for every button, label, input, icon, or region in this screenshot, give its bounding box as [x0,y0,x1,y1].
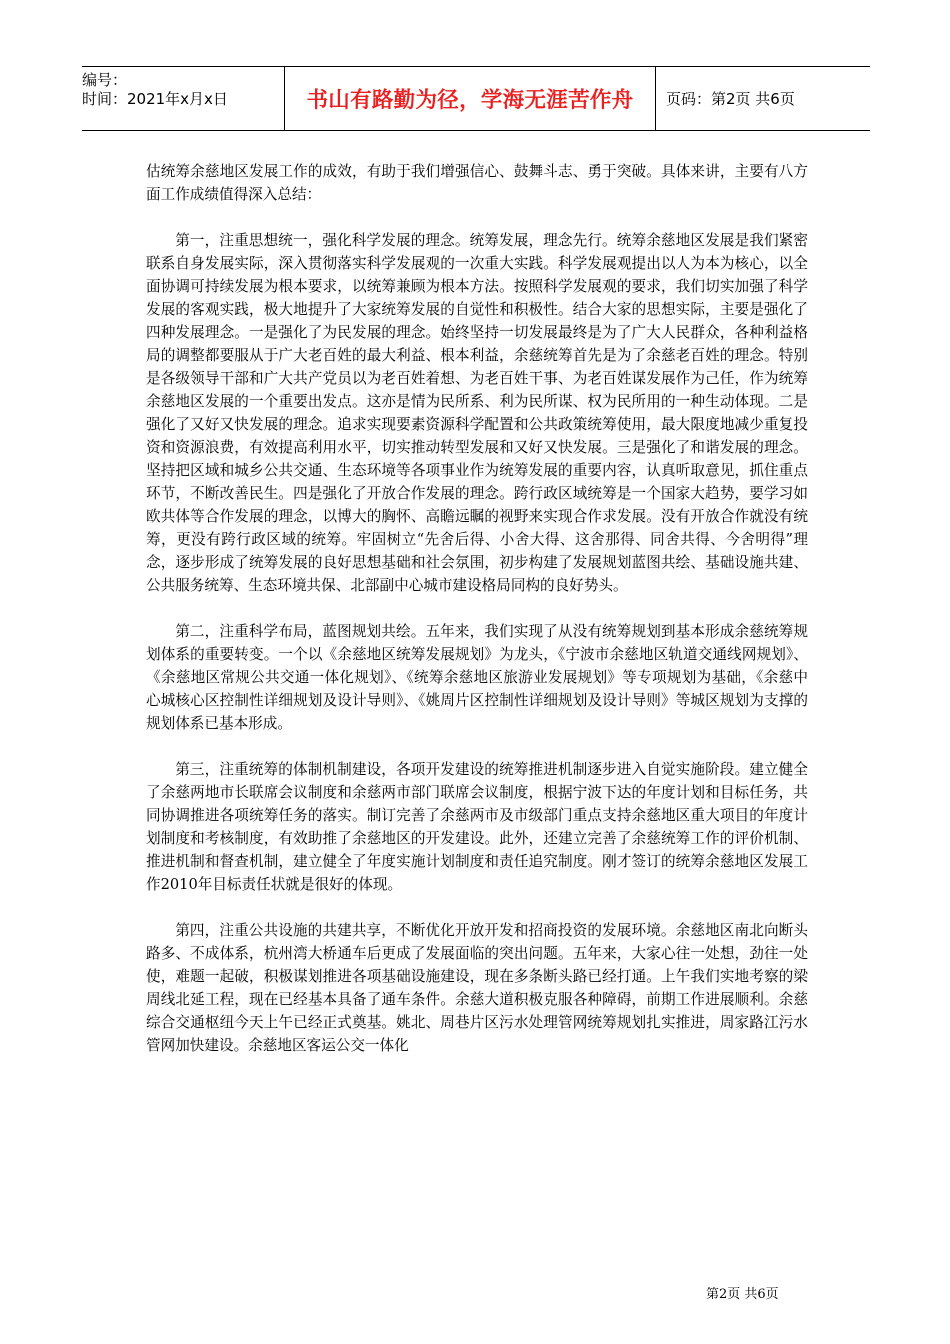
header-page-number: 页码：第2页 共6页 [666,90,795,108]
paragraph-third-point: 第三，注重统筹的体制机制建设，各项开发建设的统筹推进机制逐步进入自觉实施阶段。建立健全了余慈两地市长联席会议制度和余慈两市部门联席会议制度，根据宁波下达的年度计划和目标任务，共同协调推进各项统筹任务的落实。制订完善了余慈两市及市级部门重点支持余慈地区重大项目的年度计划制度和考核制度，有效助推了余慈地区的开发建设。此外，还建立完善了余慈统筹工作的评价机制、推进机制和督查机制，建立健全了年度实施计划制度和责任追究制度。刚才签订的统筹余慈地区发展工作2010年目标责任状就是很好的体现。 [146,761,808,893]
document-date-label: 时间：2021年x月x日 [82,90,228,108]
header-motto: 书山有路勤为径，学海无涯苦作舟 [284,67,656,130]
page-header [82,66,870,131]
document-number-label: 编号： [82,71,128,89]
paragraph-second-point: 第二，注重科学布局，蓝图规划共绘。五年来，我们实现了从没有统筹规划到基本形成余慈统筹规划体系的重要转变。一个以《余慈地区统筹发展规划》为龙头，《宁波市余慈地区轨道交通线网规划》、《余慈地区常规公共交通一体化规划》、《统筹余慈地区旅游业发展规划》等专项规划为基础，《余慈中心城核心区控制性详细规划及设计导则》、《姚周片区控制性详细规划及设计导则》等城区规划为支撑的规划体系已基本形成。 [146,623,808,732]
paragraph-fourth-point: 第四，注重公共设施的共建共享，不断优化开放开发和招商投资的发展环境。余慈地区南北向断头路多、不成体系，杭州湾大桥通车后更成了发展面临的突出问题。五年来，大家心往一处想，劲往一处使，难题一起破，积极谋划推进各项基础设施建设，现在多条断头路已经打通。上午我们实地考察的梁周线北延工程，现在已经基本具备了通车条件。余慈大道积极克服各种障碍，前期工作进展顺利。余慈综合交通枢纽今天上午已经正式奠基。姚北、周巷片区污水处理管网统筹规划扎实推进，周家路江污水管网加快建设。余慈地区客运公交一体化 [146,922,808,1054]
paragraph-continuation: 估统筹余慈地区发展工作的成效，有助于我们增强信心、鼓舞斗志、勇于突破。具体来讲，主要有八方面工作成绩值得深入总结： [146,163,808,203]
page-footer: 第2页 共6页 [706,1287,779,1302]
paragraph-first-point: 第一，注重思想统一，强化科学发展的理念。统筹发展，理念先行。统筹余慈地区发展是我们紧密联系自身发展实际，深入贯彻落实科学发展观的一次重大实践。科学发展观提出以人为本为核心，以全面协调可持续发展为根本要求，以统筹兼顾为根本方法。按照科学发展观的要求，我们切实加强了科学发展的客观实践，极大地提升了大家统筹发展的自觉性和积极性。结合大家的思想实际，主要是强化了四种发展理念。一是强化了为民发展的理念。始终坚持一切发展最终是为了广大人民群众，各种利益格局的调整都要服从于广大老百姓的最大利益、根本利益，余慈统筹首先是为了余慈老百姓的理念。特别是各级领导干部和广大共产党员以为老百姓着想、为老百姓干事、为老百姓谋发展作为己任，作为统筹余慈地区发展的一个重要出发点。这亦是情为民所系、利为民所谋、权为民所用的一种生动体现。二是强化了又好又快发展的理念。追求实现要素资源科学配置和公共政策统筹使用，最大限度地减少重复投资和资源浪费，有效提高利用水平，切实推动转型发展和又好又快发展。三是强化了和谐发展的理念。坚持把区域和城乡公共交通、生态环境等各项事业作为统筹发展的重要内容，认真听取意见，抓住重点环节，不断改善民生。四是强化了开放合作发展的理念。跨行政区域统筹是一个国家大趋势，要学习如欧共体等合作发展的理念，以博大的胸怀、高瞻远瞩的视野来实现合作求发展。没有开放合作就没有统筹，更没有跨行政区域的统筹。牢固树立“先舍后得、小舍大得、这舍那得、同舍共得、今舍明得”理念，逐步形成了统筹发展的良好思想基础和社会氛围，初步构建了发展规划蓝图共绘、基础设施共建、公共服务统筹、生态环境共保、北部副中心城市建设格局同构的良好势头。 [146,232,808,594]
document-body [146,160,808,1080]
header-meta [82,67,284,130]
